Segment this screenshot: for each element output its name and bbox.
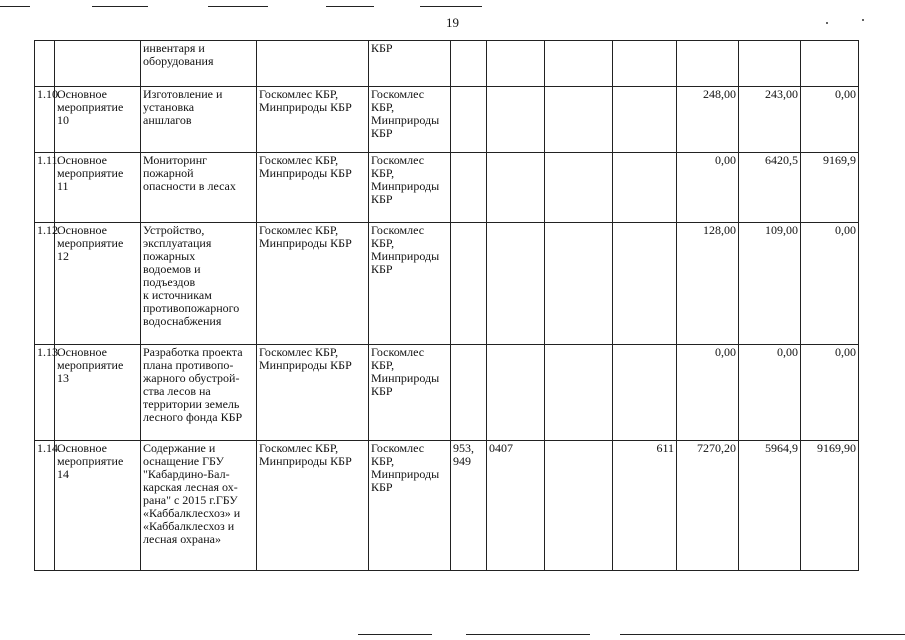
cell-grbs: 953, 949 xyxy=(451,441,487,571)
cell-executor: Госкомлес КБР, Минприроды КБР xyxy=(257,345,369,441)
cell-year-1: 0,00 xyxy=(677,345,739,441)
cell-csr xyxy=(545,345,613,441)
cell-csr xyxy=(545,41,613,87)
cell-coexecutor: Госкомлес КБР, Минприроды КБР xyxy=(369,345,451,441)
cell-year-1: 0,00 xyxy=(677,153,739,223)
cell-year-1 xyxy=(677,41,739,87)
bottom-rule-fragment xyxy=(358,634,432,635)
table-row xyxy=(35,441,859,571)
cell-rzpr: 0407 xyxy=(487,441,545,571)
cell-name: Мониторинг пожарной опасности в лесах xyxy=(141,153,257,223)
top-rule-fragment xyxy=(92,6,148,7)
cell-coexecutor: Госкомлес КБР, Минприроды КБР xyxy=(369,153,451,223)
table-body xyxy=(35,41,859,571)
cell-vr xyxy=(613,41,677,87)
cell-name: инвентаря и оборудования xyxy=(141,41,257,87)
cell-year-1: 128,00 xyxy=(677,223,739,345)
cell-vr xyxy=(613,87,677,153)
cell-grbs xyxy=(451,41,487,87)
cell-coexecutor: Госкомлес КБР, Минприроды КБР xyxy=(369,223,451,345)
cell-event: Основное мероприятие 13 xyxy=(55,345,141,441)
cell-executor xyxy=(257,41,369,87)
cell-grbs xyxy=(451,345,487,441)
cell-vr xyxy=(613,223,677,345)
cell-year-3: 0,00 xyxy=(801,87,859,153)
cell-number: 1.13. xyxy=(35,345,55,441)
table-row xyxy=(35,87,859,153)
cell-name: Изготовление и установка аншлагов xyxy=(141,87,257,153)
cell-csr xyxy=(545,441,613,571)
cell-name: Содержание и оснащение ГБУ "Кабардино-Бал- карская лесная ох- рана" с 2015 г.ГБУ «Каббалклесхоз» и «Каббалклесхоз и лесная охрана» xyxy=(141,441,257,571)
cell-event: Основное мероприятие 11 xyxy=(55,153,141,223)
cell-vr xyxy=(613,153,677,223)
cell-event xyxy=(55,41,141,87)
cell-vr: 611 xyxy=(613,441,677,571)
cell-coexecutor: КБР xyxy=(369,41,451,87)
cell-rzpr xyxy=(487,41,545,87)
cell-executor: Госкомлес КБР, Минприроды КБР xyxy=(257,153,369,223)
cell-year-3: 0,00 xyxy=(801,345,859,441)
cell-number xyxy=(35,41,55,87)
cell-year-2: 6420,5 xyxy=(739,153,801,223)
cell-year-2: 109,00 xyxy=(739,223,801,345)
cell-number: 1.11. xyxy=(35,153,55,223)
measures-table xyxy=(34,40,859,571)
cell-csr xyxy=(545,87,613,153)
cell-executor: Госкомлес КБР, Минприроды КБР xyxy=(257,223,369,345)
cell-year-2 xyxy=(739,41,801,87)
cell-event: Основное мероприятие 14 xyxy=(55,441,141,571)
cell-rzpr xyxy=(487,87,545,153)
cell-executor: Госкомлес КБР, Минприроды КБР xyxy=(257,87,369,153)
top-rule-fragment xyxy=(208,6,268,7)
cell-csr xyxy=(545,153,613,223)
cell-vr xyxy=(613,345,677,441)
top-rule-fragment xyxy=(326,6,374,7)
cell-year-1: 7270,20 xyxy=(677,441,739,571)
cell-year-2: 5964,9 xyxy=(739,441,801,571)
cell-year-3: 9169,90 xyxy=(801,441,859,571)
cell-year-3: 0,00 xyxy=(801,223,859,345)
cell-coexecutor: Госкомлес КБР, Минприроды КБР xyxy=(369,87,451,153)
cell-year-3: 9169,9 xyxy=(801,153,859,223)
cell-grbs xyxy=(451,223,487,345)
cell-event: Основное мероприятие 12 xyxy=(55,223,141,345)
cell-rzpr xyxy=(487,223,545,345)
table-row xyxy=(35,153,859,223)
cell-grbs xyxy=(451,87,487,153)
bottom-rule-fragment xyxy=(466,634,590,635)
cell-number: 1.10. xyxy=(35,87,55,153)
cell-number: 1.12. xyxy=(35,223,55,345)
cell-year-2: 0,00 xyxy=(739,345,801,441)
page-number: 19 xyxy=(446,15,459,30)
bottom-rule-fragment xyxy=(620,634,905,635)
cell-grbs xyxy=(451,153,487,223)
cell-year-1: 248,00 xyxy=(677,87,739,153)
cell-csr xyxy=(545,223,613,345)
table-row xyxy=(35,41,859,87)
table-row xyxy=(35,223,859,345)
cell-year-2: 243,00 xyxy=(739,87,801,153)
top-rule-fragment xyxy=(420,6,482,7)
cell-event: Основное мероприятие 10 xyxy=(55,87,141,153)
cell-rzpr xyxy=(487,345,545,441)
table-row xyxy=(35,345,859,441)
cell-number: 1.14. xyxy=(35,441,55,571)
cell-year-3 xyxy=(801,41,859,87)
cell-coexecutor: Госкомлес КБР, Минприроды КБР xyxy=(369,441,451,571)
top-rule-fragment xyxy=(0,6,30,7)
cell-executor: Госкомлес КБР, Минприроды КБР xyxy=(257,441,369,571)
cell-rzpr xyxy=(487,153,545,223)
cell-name: Устройство, эксплуатация пожарных водоемов и подъездов к источникам противопожарного водоснабжения xyxy=(141,223,257,345)
cell-name: Разработка проекта плана противопо- жарного обустрой- ства лесов на территории земель лесного фонда КБР xyxy=(141,345,257,441)
